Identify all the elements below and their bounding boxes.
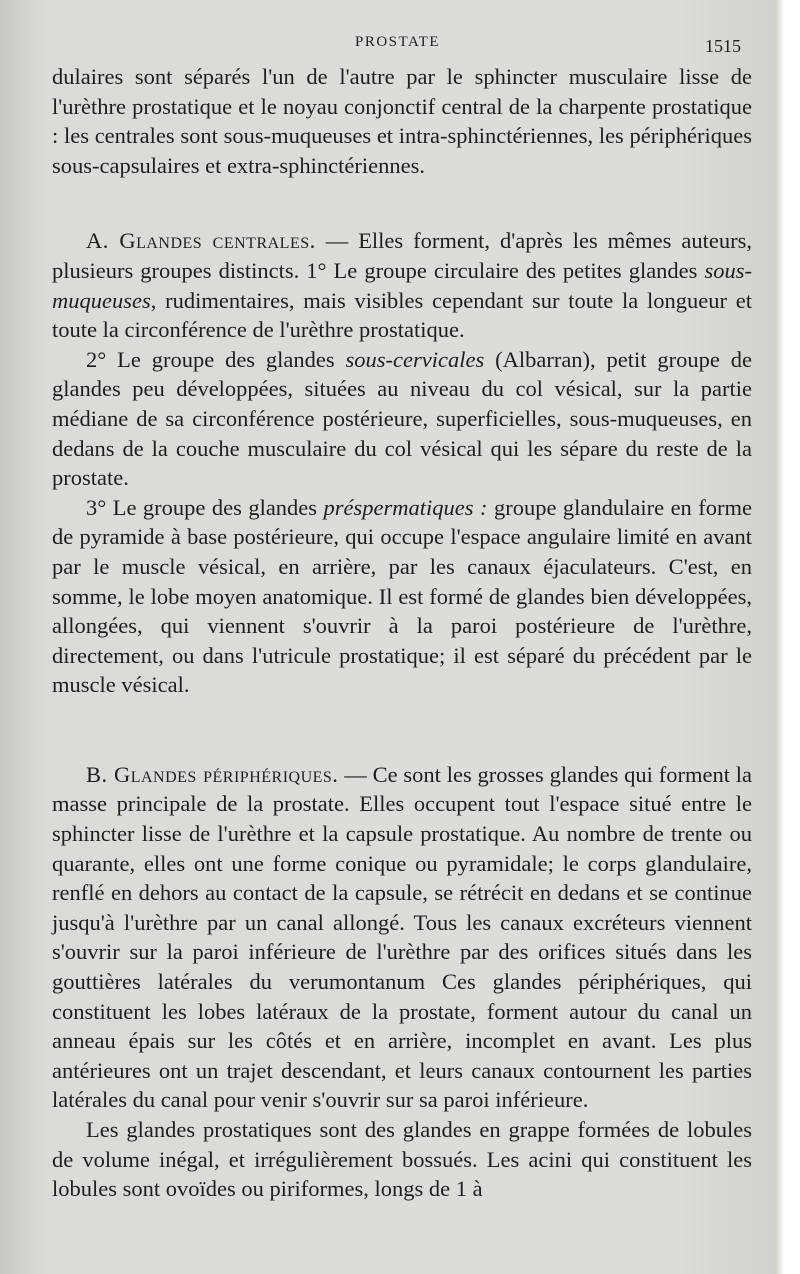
- section-heading-b: B. Glandes périphériques.: [86, 761, 339, 787]
- paragraph-text: dulaires sont séparés l'un de l'autre par le sphincter musculaire lisse de l'urèthre prostatique et le noyau conjonctif central de la charpente prostatique : les centrales sont sous-muqueuses et intra-sphinctériennes, les périphériques sous-capsulaires et extra-sphinctériennes.: [52, 64, 752, 178]
- paragraph-text: 2° Le groupe des glandes: [86, 346, 346, 372]
- italic-term: sous-muqueuses: [52, 257, 752, 313]
- running-title: PROSTATE: [355, 34, 440, 50]
- paragraph-prespermatiques: [52, 493, 752, 700]
- paragraph-text: — Elles forment, d'après les mêmes auteurs, plusieurs groupes distincts. 1° Le groupe circulaire des petites glandes: [52, 228, 752, 283]
- paragraph-glandes-peripheriques: [52, 760, 752, 1115]
- body-text: [52, 62, 752, 1204]
- paragraph-spacer: [52, 700, 752, 760]
- italic-term: préspermatiques :: [323, 494, 488, 520]
- paragraph-text: — Ce sont les grosses glandes qui forment la masse principale de la prostate. Elles occupent tout l'espace situé entre le sphincter lisse de l'urèthre et la capsule prostatique. Au nombre de trente ou quarante, elles ont une forme conique ou pyramidale; le corps glandulaire, renflé en dehors au contact de la capsule, se rétrécit en dedans et se continue jusqu'à l'urèthre par un canal allongé. Tous les canaux excréteurs viennent s'ouvrir sur la paroi inférieure de l'urèthre par des orifices situés dans les gouttières latérales du verumontanum Ces glandes périphériques, qui constituent les lobes latéraux de la prostate, forment autour du canal un anneau épais sur les côtés et en arrière, incomplet en avant. Les plus antérieures ont un trajet descendant, et leurs canaux contournent les parties latérales du canal pour venir s'ouvrir sur sa paroi inférieure.: [52, 761, 753, 1113]
- paragraph-text: (Albarran), petit groupe de glandes peu développées, situées au niveau du col vésical, sur la partie médiane de sa circonférence postérieure, superficielles, sous-muqueuses, en dedans de la couche musculaire du col vésical qui les sépare du reste de la prostate.: [52, 346, 752, 491]
- paragraph-sous-cervicales: [52, 345, 752, 493]
- page-number: 1515: [705, 36, 741, 56]
- italic-term: sous-cervicales: [345, 346, 485, 372]
- section-heading-a: A. Glandes centrales.: [86, 228, 316, 254]
- paragraph-text: groupe glandulaire en forme de pyramide à base postérieure, qui occupe l'espace angulaire limité en avant par le muscle vésical, en arrière, par les canaux éjaculateurs. C'est, en somme, le lobe moyen anatomique. Il est formé de glandes bien développées, allongées, qui viennent s'ouvrir à la paroi postérieure de l'urèthre, directement, ou dans l'utricule prostatique; il est séparé du précédent par le muscle vésical.: [52, 494, 752, 698]
- paragraph-structure: [52, 1115, 752, 1204]
- paragraph-continued: [52, 62, 752, 180]
- paragraph-glandes-centrales: [52, 226, 752, 344]
- paragraph-spacer: [52, 180, 752, 226]
- paragraph-text: , rudimentaires, mais visibles cependant sur toute la longueur et toute la circonférence de l'urèthre prostatique.: [52, 287, 752, 343]
- paragraph-text: Les glandes prostatiques sont des glandes en grappe formées de lobules de volume inégal, et irrégulièrement bossués. Les acini qui constituent les lobules sont ovoïdes ou piriformes, longs de 1 à: [52, 1117, 752, 1202]
- paragraph-text: 3° Le groupe des glandes: [86, 494, 324, 520]
- page-header: [0, 30, 800, 58]
